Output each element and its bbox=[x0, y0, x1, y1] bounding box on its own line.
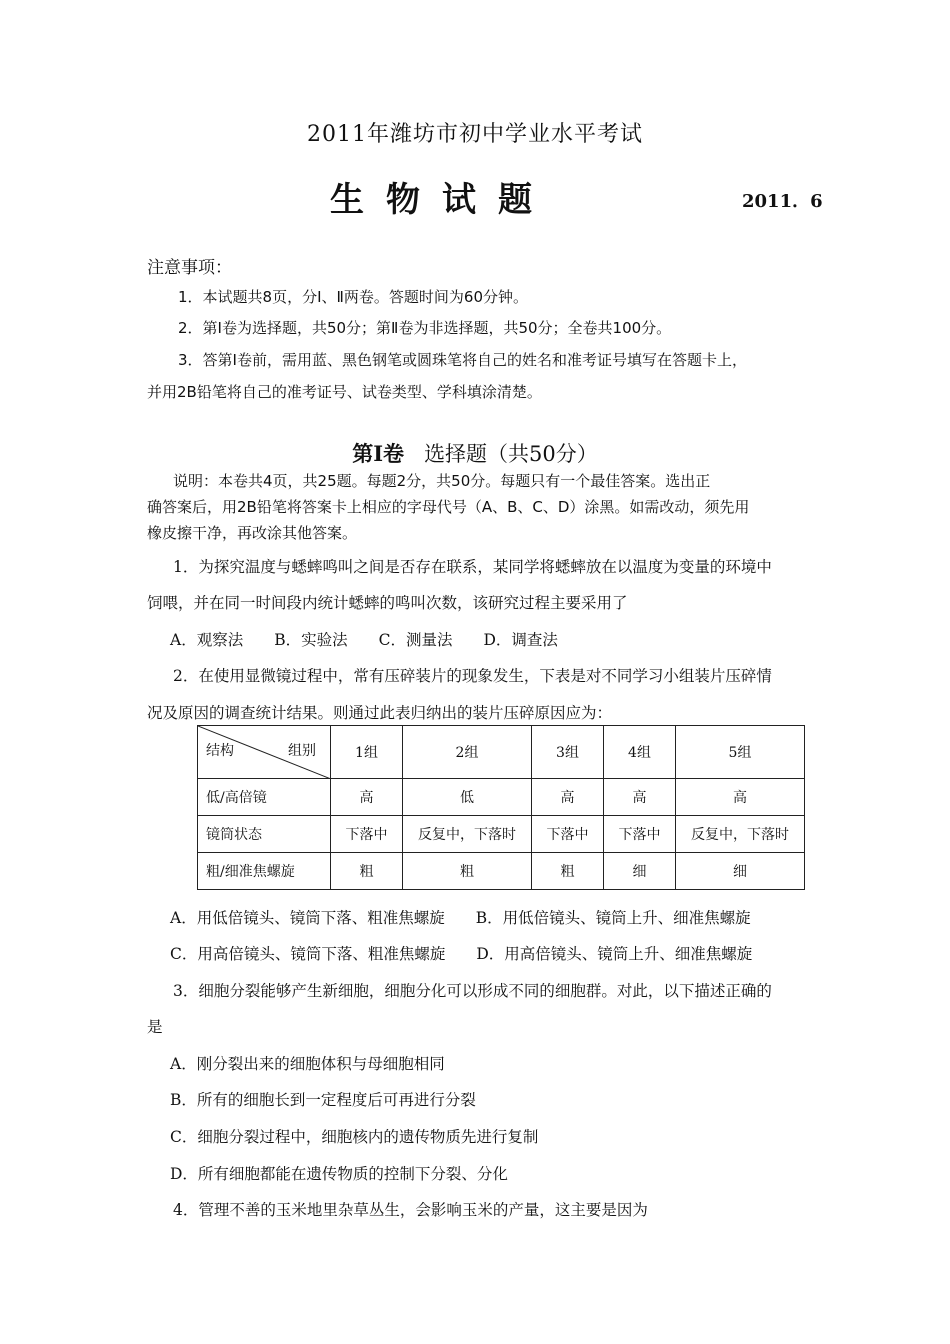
table-cell: 下落中 bbox=[331, 816, 403, 853]
table-cell: 反复中，下落时 bbox=[676, 816, 805, 853]
section-instructions: 确答案后，用2B铅笔将答案卡上相应的字母代号（A、B、C、D）涂黑。如需改动，须先用 bbox=[147, 498, 750, 516]
group-header: 4组 bbox=[604, 726, 676, 779]
question-2-stem: 况及原因的调查统计结果。则通过此表归纳出的装片压碎原因应为： bbox=[147, 704, 613, 722]
table-corner-cell bbox=[198, 726, 331, 779]
section-title-sub: 选择题（共50分） bbox=[424, 442, 598, 466]
corner-label-structure: 结构 bbox=[206, 743, 234, 759]
table-cell: 下落中 bbox=[604, 816, 676, 853]
section-instructions: 说明：本卷共4页，共25题。每题2分，共50分。每题只有一个最佳答案。选出正 bbox=[173, 472, 711, 490]
table-cell: 低 bbox=[403, 779, 532, 816]
question-4-stem: 4．管理不善的玉米地里杂草丛生，会影响玉米的产量，这主要是因为 bbox=[173, 1201, 648, 1219]
table-cell: 高 bbox=[604, 779, 676, 816]
corner-label-group: 组别 bbox=[288, 743, 316, 759]
section-title bbox=[0, 438, 950, 468]
table-cell: 高 bbox=[676, 779, 805, 816]
group-header: 3组 bbox=[532, 726, 604, 779]
group-header: 5组 bbox=[676, 726, 805, 779]
question-3-stem: 是 bbox=[147, 1018, 163, 1036]
question-3-option: C．细胞分裂过程中，细胞核内的遗传物质先进行复制 bbox=[170, 1128, 539, 1146]
table-cell: 粗 bbox=[532, 853, 604, 890]
notice-item: 3．答第Ⅰ卷前，需用蓝、黑色钢笔或圆珠笔将自己的姓名和准考证号填写在答题卡上， bbox=[178, 351, 747, 369]
question-1-stem: 1．为探究温度与蟋蟀鸣叫之间是否存在联系，某同学将蟋蟀放在以温度为变量的环境中 bbox=[173, 558, 772, 576]
row-label: 粗/细准焦螺旋 bbox=[198, 853, 331, 890]
question-1-stem: 饲喂，并在同一时间段内统计蟋蟀的鸣叫次数，该研究过程主要采用了 bbox=[147, 594, 628, 612]
table-cell: 细 bbox=[676, 853, 805, 890]
table-cell: 细 bbox=[604, 853, 676, 890]
table-row bbox=[198, 816, 805, 853]
question-2-options: A．用低倍镜头、镜筒下落、粗准焦螺旋 B．用低倍镜头、镜筒上升、细准焦螺旋 bbox=[170, 909, 751, 927]
row-label: 镜筒状态 bbox=[198, 816, 331, 853]
group-header: 2组 bbox=[403, 726, 532, 779]
table-row bbox=[198, 779, 805, 816]
notice-item: 2．第Ⅰ卷为选择题，共50分；第Ⅱ卷为非选择题，共50分；全卷共100分。 bbox=[178, 319, 672, 337]
question-3-option: A．刚分裂出来的细胞体积与母细胞相同 bbox=[170, 1055, 445, 1073]
exam-date: 2011．6 bbox=[742, 191, 823, 212]
group-header: 1组 bbox=[331, 726, 403, 779]
question-1-options: A．观察法 B．实验法 C．测量法 D．调查法 bbox=[170, 631, 558, 649]
survey-table bbox=[197, 725, 805, 890]
table-cell: 粗 bbox=[331, 853, 403, 890]
table-row bbox=[198, 853, 805, 890]
notice-item: 1．本试题共8页，分Ⅰ、Ⅱ两卷。答题时间为60分钟。 bbox=[178, 288, 528, 306]
exam-title: 2011年潍坊市初中学业水平考试 bbox=[307, 122, 643, 147]
table-cell: 高 bbox=[331, 779, 403, 816]
notice-heading: 注意事项： bbox=[147, 258, 232, 278]
table-cell: 反复中，下落时 bbox=[403, 816, 532, 853]
question-3-option: B．所有的细胞长到一定程度后可再进行分裂 bbox=[170, 1091, 476, 1109]
table-cell: 高 bbox=[532, 779, 604, 816]
table-cell: 粗 bbox=[403, 853, 532, 890]
row-label: 低/高倍镜 bbox=[198, 779, 331, 816]
section-title-main: 第Ⅰ卷 bbox=[352, 441, 405, 466]
question-2-stem: 2．在使用显微镜过程中，常有压碎装片的现象发生，下表是对不同学习小组装片压碎情 bbox=[173, 667, 772, 685]
question-2-options: C．用高倍镜头、镜筒下落、粗准焦螺旋 D．用高倍镜头、镜筒上升、细准焦螺旋 bbox=[170, 945, 753, 963]
subject-title: 生物试题 bbox=[330, 180, 554, 220]
table-cell: 下落中 bbox=[532, 816, 604, 853]
question-3-stem: 3．细胞分裂能够产生新细胞，细胞分化可以形成不同的细胞群。对此，以下描述正确的 bbox=[173, 982, 772, 1000]
section-instructions: 橡皮擦干净，再改涂其他答案。 bbox=[147, 524, 358, 542]
table-header-row bbox=[198, 726, 805, 779]
notice-item: 并用2B铅笔将自己的准考证号、试卷类型、学科填涂清楚。 bbox=[147, 383, 542, 401]
question-3-option: D．所有细胞都能在遗传物质的控制下分裂、分化 bbox=[170, 1165, 508, 1183]
